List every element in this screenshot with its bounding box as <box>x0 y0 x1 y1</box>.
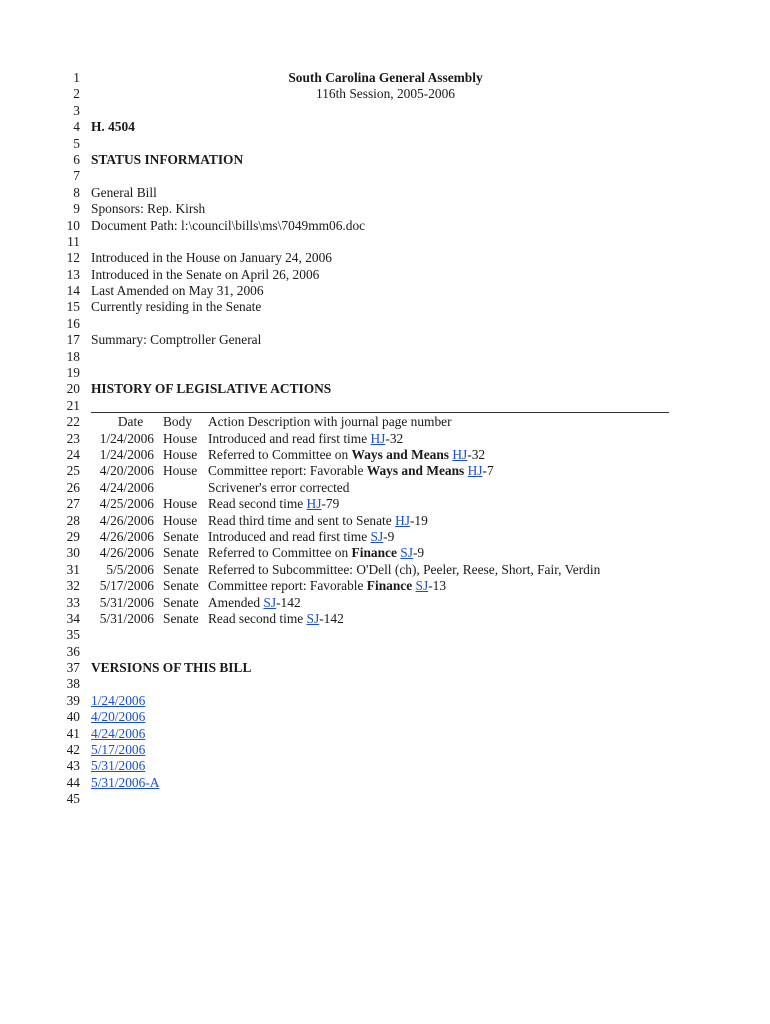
versions-heading: VERSIONS OF THIS BILL <box>91 660 252 676</box>
row-body: Senate <box>163 528 199 544</box>
line-number: 25 <box>66 463 80 479</box>
journal-page: -9 <box>412 545 425 561</box>
last-amended: Last Amended on May 31, 2006 <box>91 283 264 299</box>
bill-summary: Summary: Comptroller General <box>91 332 262 348</box>
history-heading: HISTORY OF LEGISLATIVE ACTIONS <box>91 381 332 397</box>
action-text: Introduced and read first time <box>208 528 371 544</box>
line-number: 23 <box>66 430 80 446</box>
version-link[interactable]: 5/31/2006-A <box>91 774 160 790</box>
line-number: 26 <box>66 479 80 495</box>
session-subtitle: 116th Session, 2005-2006 <box>316 86 455 102</box>
action-text: Read second time <box>208 496 307 512</box>
line-number: 14 <box>66 283 80 299</box>
committee-name: Ways and Means <box>351 446 450 462</box>
line-number: 29 <box>66 528 80 544</box>
row-date: 4/26/2006 <box>99 545 154 561</box>
row-action <box>208 562 600 578</box>
row-action <box>208 431 403 447</box>
row-date: 1/24/2006 <box>99 430 154 446</box>
action-text: Referred to Subcommittee: O'Dell (ch), Peeler, Reese, Short, Fair, Verdin <box>208 561 601 577</box>
row-action <box>208 480 349 496</box>
line-number: 2 <box>73 86 80 102</box>
journal-page: -32 <box>385 430 404 446</box>
line-number: 13 <box>66 266 80 282</box>
line-number: 5 <box>73 135 80 151</box>
row-action <box>208 447 485 463</box>
introduced-house: Introduced in the House on January 24, 2006 <box>91 250 332 266</box>
row-body: Senate <box>163 610 199 626</box>
line-number: 28 <box>66 512 80 528</box>
action-text: Read third time and sent to Senate <box>208 512 396 528</box>
row-body: Senate <box>163 545 199 561</box>
action-text: Committee report: Favorable <box>208 463 367 479</box>
row-body: House <box>163 430 198 446</box>
version-link[interactable]: 5/17/2006 <box>91 742 146 758</box>
line-number: 43 <box>66 758 80 774</box>
line-number: 37 <box>66 660 80 676</box>
committee-name: Ways and Means <box>366 463 465 479</box>
line-number: 1 <box>73 70 80 85</box>
journal-link[interactable]: SJ <box>415 578 429 594</box>
line-number: 36 <box>66 643 80 659</box>
line-number: 34 <box>66 610 80 626</box>
line-number: 38 <box>66 676 80 692</box>
row-body: Senate <box>163 561 199 577</box>
row-date: 4/24/2006 <box>99 479 154 495</box>
journal-link[interactable]: HJ <box>306 496 322 512</box>
committee-name: Finance <box>351 545 397 561</box>
line-number: 10 <box>66 217 80 233</box>
journal-link[interactable]: SJ <box>263 594 277 610</box>
row-action <box>208 513 428 529</box>
action-text: Read second time <box>208 610 307 626</box>
line-number: 16 <box>66 315 80 331</box>
introduced-senate: Introduced in the Senate on April 26, 2006 <box>91 266 320 282</box>
journal-link[interactable]: HJ <box>370 430 386 446</box>
header-underline <box>91 412 669 413</box>
line-number: 3 <box>73 102 80 118</box>
page-title: South Carolina General Assembly <box>288 70 483 85</box>
row-date: 4/25/2006 <box>99 496 154 512</box>
row-date: 5/17/2006 <box>99 578 154 594</box>
version-link[interactable]: 4/20/2006 <box>91 709 146 725</box>
line-number: 31 <box>66 561 80 577</box>
row-body: House <box>163 512 198 528</box>
row-date: 5/5/2006 <box>106 561 154 577</box>
row-action <box>208 578 446 594</box>
document-path: Document Path: l:\council\bills\ms\7049mm06.doc <box>91 217 366 233</box>
action-text: Referred to Committee on <box>208 446 352 462</box>
line-number: 33 <box>66 594 80 610</box>
line-number: 24 <box>66 446 80 462</box>
line-number: 39 <box>66 692 80 708</box>
line-number: 27 <box>66 496 80 512</box>
version-link[interactable]: 4/24/2006 <box>91 725 146 741</box>
row-action <box>208 545 424 561</box>
row-body: Senate <box>163 594 199 610</box>
action-text: Referred to Committee on <box>208 545 352 561</box>
line-number: 19 <box>66 365 80 381</box>
row-date: 5/31/2006 <box>99 610 154 626</box>
line-number: 35 <box>66 627 80 643</box>
journal-page: -142 <box>319 610 344 626</box>
line-number: 18 <box>66 348 80 364</box>
journal-link[interactable]: SJ <box>306 610 320 626</box>
line-number: 11 <box>67 233 80 249</box>
journal-page: -19 <box>409 512 428 528</box>
row-body: House <box>163 496 198 512</box>
journal-link[interactable]: SJ <box>370 528 384 544</box>
line-number: 20 <box>66 381 80 397</box>
line-number: 41 <box>66 725 80 741</box>
version-link[interactable]: 5/31/2006 <box>91 758 146 774</box>
bill-type: General Bill <box>91 184 157 200</box>
journal-link[interactable]: HJ <box>395 512 410 528</box>
column-header-body: Body <box>163 414 193 430</box>
journal-page: -142 <box>276 594 301 610</box>
row-body: Senate <box>163 578 199 594</box>
line-number: 30 <box>66 545 80 561</box>
column-header-action: Action Description with journal page number <box>208 414 452 430</box>
column-header-date: Date <box>117 414 144 430</box>
bill-sponsors: Sponsors: Rep. Kirsh <box>91 201 206 217</box>
line-number: 21 <box>66 397 80 413</box>
row-body: House <box>163 446 198 462</box>
journal-page: -13 <box>428 578 447 594</box>
line-number: 8 <box>73 184 80 200</box>
journal-link[interactable]: HJ <box>452 446 468 462</box>
action-text: Scrivener's error corrected <box>208 479 350 495</box>
row-action <box>208 595 301 611</box>
journal-link[interactable]: SJ <box>400 545 413 561</box>
row-date: 4/20/2006 <box>99 463 154 479</box>
line-number: 4 <box>73 119 80 135</box>
row-action <box>208 496 339 512</box>
line-number: 12 <box>66 250 80 266</box>
document-page <box>0 70 770 808</box>
row-date: 4/26/2006 <box>99 512 154 528</box>
line-number: 7 <box>73 168 80 184</box>
journal-page: -9 <box>383 528 395 544</box>
line-number: 6 <box>73 151 80 167</box>
journal-page: -32 <box>467 446 486 462</box>
committee-name: Finance <box>366 578 413 594</box>
residing-status: Currently residing in the Senate <box>91 299 262 315</box>
row-date: 4/26/2006 <box>99 528 154 544</box>
version-link[interactable]: 1/24/2006 <box>91 692 146 708</box>
row-action <box>208 463 494 479</box>
line-number: 45 <box>66 791 80 807</box>
bill-number: H. 4504 <box>91 119 135 135</box>
line-number: 22 <box>66 414 80 430</box>
journal-page: -79 <box>321 496 340 512</box>
status-heading: STATUS INFORMATION <box>91 151 244 167</box>
line-number: 17 <box>66 332 80 348</box>
line-number: 44 <box>66 774 80 790</box>
action-text: Introduced and read first time <box>208 430 371 446</box>
line-number: 40 <box>66 709 80 725</box>
action-text: Amended <box>208 594 264 610</box>
row-date: 5/31/2006 <box>99 594 154 610</box>
action-text: Committee report: Favorable <box>208 578 367 594</box>
row-body: House <box>163 463 198 479</box>
row-date: 1/24/2006 <box>99 446 154 462</box>
line-number: 9 <box>73 201 80 217</box>
line-number: 15 <box>66 299 80 315</box>
journal-link[interactable]: HJ <box>467 463 483 479</box>
line-number: 32 <box>66 578 80 594</box>
row-action <box>208 611 344 627</box>
line-number: 42 <box>66 742 80 758</box>
journal-page: -7 <box>482 463 494 479</box>
row-action <box>208 529 394 545</box>
